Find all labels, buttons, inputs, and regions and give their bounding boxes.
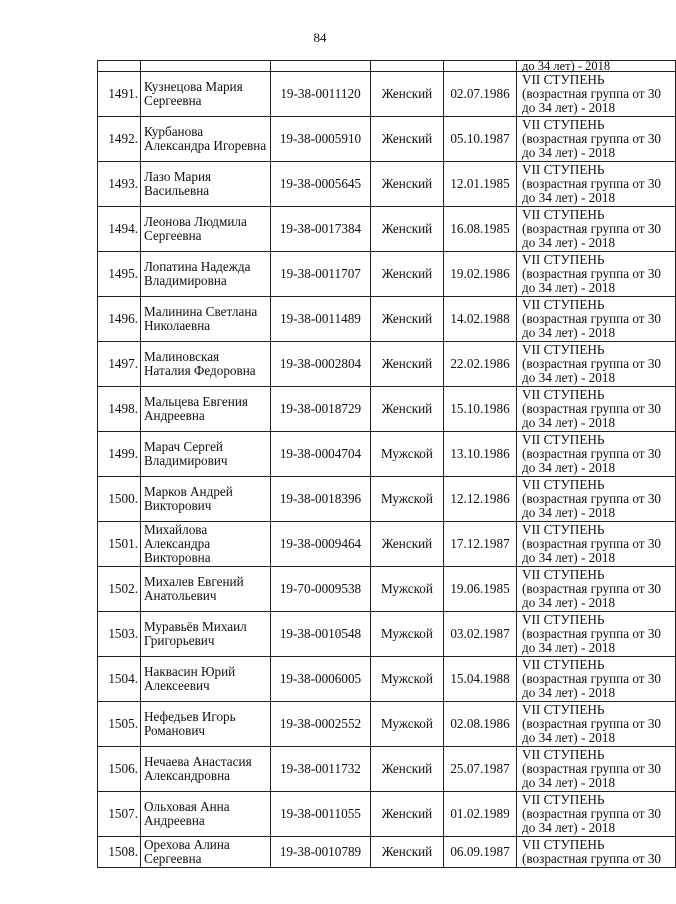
uin-code: 19-38-0002552 [271, 702, 371, 747]
row-number: 1501. [98, 522, 141, 567]
full-name: Нечаева Анастасия Александровна [141, 747, 271, 792]
full-name: Малиновская Наталия Федоровна [141, 342, 271, 387]
gender: Мужской [371, 432, 444, 477]
birth-date: 16.08.1985 [444, 207, 517, 252]
birth-date: 03.02.1987 [444, 612, 517, 657]
category-line: VII СТУПЕНЬ [522, 342, 605, 357]
carryover-num-cell [98, 61, 141, 72]
uin-code: 19-38-0018396 [271, 477, 371, 522]
table-row [98, 837, 676, 868]
gender: Женский [371, 522, 444, 567]
row-number: 1507. [98, 792, 141, 837]
carryover-gender-cell [371, 61, 444, 72]
birth-date: 22.02.1986 [444, 342, 517, 387]
table-row [98, 747, 676, 792]
category-line: VII СТУПЕНЬ [522, 477, 605, 492]
birth-date: 14.02.1988 [444, 297, 517, 342]
birth-date: 02.08.1986 [444, 702, 517, 747]
category-line: VII СТУПЕНЬ [522, 837, 605, 852]
birth-date: 19.02.1986 [444, 252, 517, 297]
category-line: до 34 лет) - 2018 [522, 280, 616, 295]
category-line: (возрастная группа от 30 [522, 491, 662, 506]
full-name: Лопатина Надежда Владимировна [141, 252, 271, 297]
category-line: VII СТУПЕНЬ [522, 702, 605, 717]
full-name: Кузнецова Мария Сергеевна [141, 72, 271, 117]
uin-code: 19-38-0006005 [271, 657, 371, 702]
category [517, 117, 676, 162]
category [517, 297, 676, 342]
category [517, 747, 676, 792]
row-number: 1497. [98, 342, 141, 387]
table-row [98, 387, 676, 432]
table-row [98, 162, 676, 207]
category-line: (возрастная группа от 30 [522, 311, 662, 326]
category [517, 567, 676, 612]
category-line: VII СТУПЕНЬ [522, 162, 605, 177]
category-line: до 34 лет) - 2018 [522, 370, 616, 385]
category [517, 207, 676, 252]
category [517, 162, 676, 207]
birth-date: 13.10.1986 [444, 432, 517, 477]
full-name: Ольховая Анна Андреевна [141, 792, 271, 837]
page-number: 84 [313, 30, 327, 45]
uin-code: 19-38-0018729 [271, 387, 371, 432]
category [517, 837, 676, 868]
category-line: до 34 лет) - 2018 [522, 550, 616, 565]
row-number: 1503. [98, 612, 141, 657]
category [517, 477, 676, 522]
carryover-row [98, 61, 676, 72]
gender: Женский [371, 387, 444, 432]
category-line: VII СТУПЕНЬ [522, 747, 605, 762]
category [517, 522, 676, 567]
full-name: Михалев Евгений Анатольевич [141, 567, 271, 612]
category-line: VII СТУПЕНЬ [522, 117, 605, 132]
category-line: (возрастная группа от 30 [522, 806, 662, 821]
category-line: до 34 лет) - 2018 [522, 100, 616, 115]
category-line: VII СТУПЕНЬ [522, 657, 605, 672]
category-line: VII СТУПЕНЬ [522, 432, 605, 447]
birth-date: 12.01.1985 [444, 162, 517, 207]
row-number: 1495. [98, 252, 141, 297]
category-line: до 34 лет) - 2018 [522, 730, 616, 745]
category-line: (возрастная группа от 30 [522, 581, 662, 596]
full-name: Орехова Алина Сергеевна [141, 837, 271, 868]
birth-date: 01.02.1989 [444, 792, 517, 837]
uin-code: 19-38-0011707 [271, 252, 371, 297]
participants-table [97, 60, 676, 868]
category [517, 792, 676, 837]
full-name: Курбанова Александра Игоревна [141, 117, 271, 162]
uin-code: 19-70-0009538 [271, 567, 371, 612]
full-name: Лазо Мария Васильевна [141, 162, 271, 207]
table-row [98, 207, 676, 252]
category-line: VII СТУПЕНЬ [522, 297, 605, 312]
full-name: Нефедьев Игорь Романович [141, 702, 271, 747]
table-row [98, 522, 676, 567]
category-line: (возрастная группа от 30 [522, 446, 662, 461]
carryover-date-cell [444, 61, 517, 72]
full-name: Малинина Светлана Николаевна [141, 297, 271, 342]
full-name: Мальцева Евгения Андреевна [141, 387, 271, 432]
gender: Мужской [371, 612, 444, 657]
category-line: (возрастная группа от 30 [522, 851, 662, 866]
birth-date: 15.10.1986 [444, 387, 517, 432]
gender: Мужской [371, 567, 444, 612]
full-name: Михайлова Александра Викторовна [141, 522, 271, 567]
uin-code: 19-38-0002804 [271, 342, 371, 387]
row-number: 1500. [98, 477, 141, 522]
uin-code: 19-38-0011055 [271, 792, 371, 837]
gender: Мужской [371, 657, 444, 702]
full-name: Муравьёв Михаил Григорьевич [141, 612, 271, 657]
table-row [98, 432, 676, 477]
category [517, 72, 676, 117]
gender: Мужской [371, 702, 444, 747]
category-line: (возрастная группа от 30 [522, 626, 662, 641]
category [517, 342, 676, 387]
gender: Женский [371, 162, 444, 207]
uin-code: 19-38-0009464 [271, 522, 371, 567]
row-number: 1494. [98, 207, 141, 252]
table-row [98, 657, 676, 702]
category-line: VII СТУПЕНЬ [522, 792, 605, 807]
full-name: Наквасин Юрий Алексеевич [141, 657, 271, 702]
category-line: до 34 лет) - 2018 [522, 685, 616, 700]
category [517, 657, 676, 702]
uin-code: 19-38-0010789 [271, 837, 371, 868]
category-line: (возрастная группа от 30 [522, 131, 662, 146]
uin-code: 19-38-0010548 [271, 612, 371, 657]
category [517, 252, 676, 297]
category [517, 432, 676, 477]
category-line: (возрастная группа от 30 [522, 401, 662, 416]
category-line: VII СТУПЕНЬ [522, 72, 605, 87]
gender: Женский [371, 342, 444, 387]
category-line: VII СТУПЕНЬ [522, 207, 605, 222]
table-row [98, 792, 676, 837]
uin-code: 19-38-0004704 [271, 432, 371, 477]
category-line: до 34 лет) - 2018 [522, 775, 616, 790]
table-row [98, 297, 676, 342]
uin-code: 19-38-0005645 [271, 162, 371, 207]
category-line: до 34 лет) - 2018 [522, 325, 616, 340]
uin-code: 19-38-0011732 [271, 747, 371, 792]
gender: Женский [371, 297, 444, 342]
birth-date: 02.07.1986 [444, 72, 517, 117]
carryover-name-cell [141, 61, 271, 72]
category-line: до 34 лет) - 2018 [522, 505, 616, 520]
category-line: (возрастная группа от 30 [522, 86, 662, 101]
row-number: 1504. [98, 657, 141, 702]
table-row [98, 702, 676, 747]
uin-code: 19-38-0011489 [271, 297, 371, 342]
table-row [98, 477, 676, 522]
table-row [98, 342, 676, 387]
gender: Женский [371, 747, 444, 792]
uin-code: 19-38-0017384 [271, 207, 371, 252]
category-line: (возрастная группа от 30 [522, 716, 662, 731]
category-line: (возрастная группа от 30 [522, 356, 662, 371]
table-row [98, 72, 676, 117]
uin-code: 19-38-0005910 [271, 117, 371, 162]
table-row [98, 612, 676, 657]
full-name: Леонова Людмила Сергеевна [141, 207, 271, 252]
row-number: 1508. [98, 837, 141, 868]
category-line: до 34 лет) - 2018 [522, 595, 616, 610]
row-number: 1498. [98, 387, 141, 432]
row-number: 1491. [98, 72, 141, 117]
gender: Женский [371, 792, 444, 837]
full-name: Марач Сергей Владимирович [141, 432, 271, 477]
row-number: 1499. [98, 432, 141, 477]
carryover-id-cell [271, 61, 371, 72]
gender: Женский [371, 837, 444, 868]
row-number: 1502. [98, 567, 141, 612]
gender: Женский [371, 252, 444, 297]
row-number: 1505. [98, 702, 141, 747]
birth-date: 12.12.1986 [444, 477, 517, 522]
table-row [98, 252, 676, 297]
row-number: 1496. [98, 297, 141, 342]
category-line: до 34 лет) - 2018 [522, 415, 616, 430]
birth-date: 19.06.1985 [444, 567, 517, 612]
category-line: (возрастная группа от 30 [522, 671, 662, 686]
category-line: до 34 лет) - 2018 [522, 190, 616, 205]
category-line: VII СТУПЕНЬ [522, 387, 605, 402]
category [517, 702, 676, 747]
category-line: VII СТУПЕНЬ [522, 522, 605, 537]
table-row [98, 567, 676, 612]
category-line: (возрастная группа от 30 [522, 536, 662, 551]
table-row [98, 117, 676, 162]
category-line: (возрастная группа от 30 [522, 266, 662, 281]
gender: Женский [371, 207, 444, 252]
category-line: до 34 лет) - 2018 [522, 640, 616, 655]
gender: Женский [371, 117, 444, 162]
category-line: до 34 лет) - 2018 [522, 235, 616, 250]
category-line: до 34 лет) - 2018 [522, 145, 616, 160]
full-name: Марков Андрей Викторович [141, 477, 271, 522]
category-line: до 34 лет) - 2018 [522, 820, 616, 835]
carryover-category-cell: до 34 лет) - 2018 [517, 61, 676, 72]
gender: Мужской [371, 477, 444, 522]
birth-date: 25.07.1987 [444, 747, 517, 792]
row-number: 1492. [98, 117, 141, 162]
category-line: до 34 лет) - 2018 [522, 460, 616, 475]
category-line: (возрастная группа от 30 [522, 176, 662, 191]
birth-date: 05.10.1987 [444, 117, 517, 162]
category-line: VII СТУПЕНЬ [522, 567, 605, 582]
birth-date: 15.04.1988 [444, 657, 517, 702]
category-line: (возрастная группа от 30 [522, 761, 662, 776]
birth-date: 17.12.1987 [444, 522, 517, 567]
row-number: 1493. [98, 162, 141, 207]
category [517, 387, 676, 432]
uin-code: 19-38-0011120 [271, 72, 371, 117]
birth-date: 06.09.1987 [444, 837, 517, 868]
row-number: 1506. [98, 747, 141, 792]
gender: Женский [371, 72, 444, 117]
category-line: VII СТУПЕНЬ [522, 612, 605, 627]
category-line: (возрастная группа от 30 [522, 221, 662, 236]
category-line: VII СТУПЕНЬ [522, 252, 605, 267]
category [517, 612, 676, 657]
table-body [98, 61, 676, 868]
